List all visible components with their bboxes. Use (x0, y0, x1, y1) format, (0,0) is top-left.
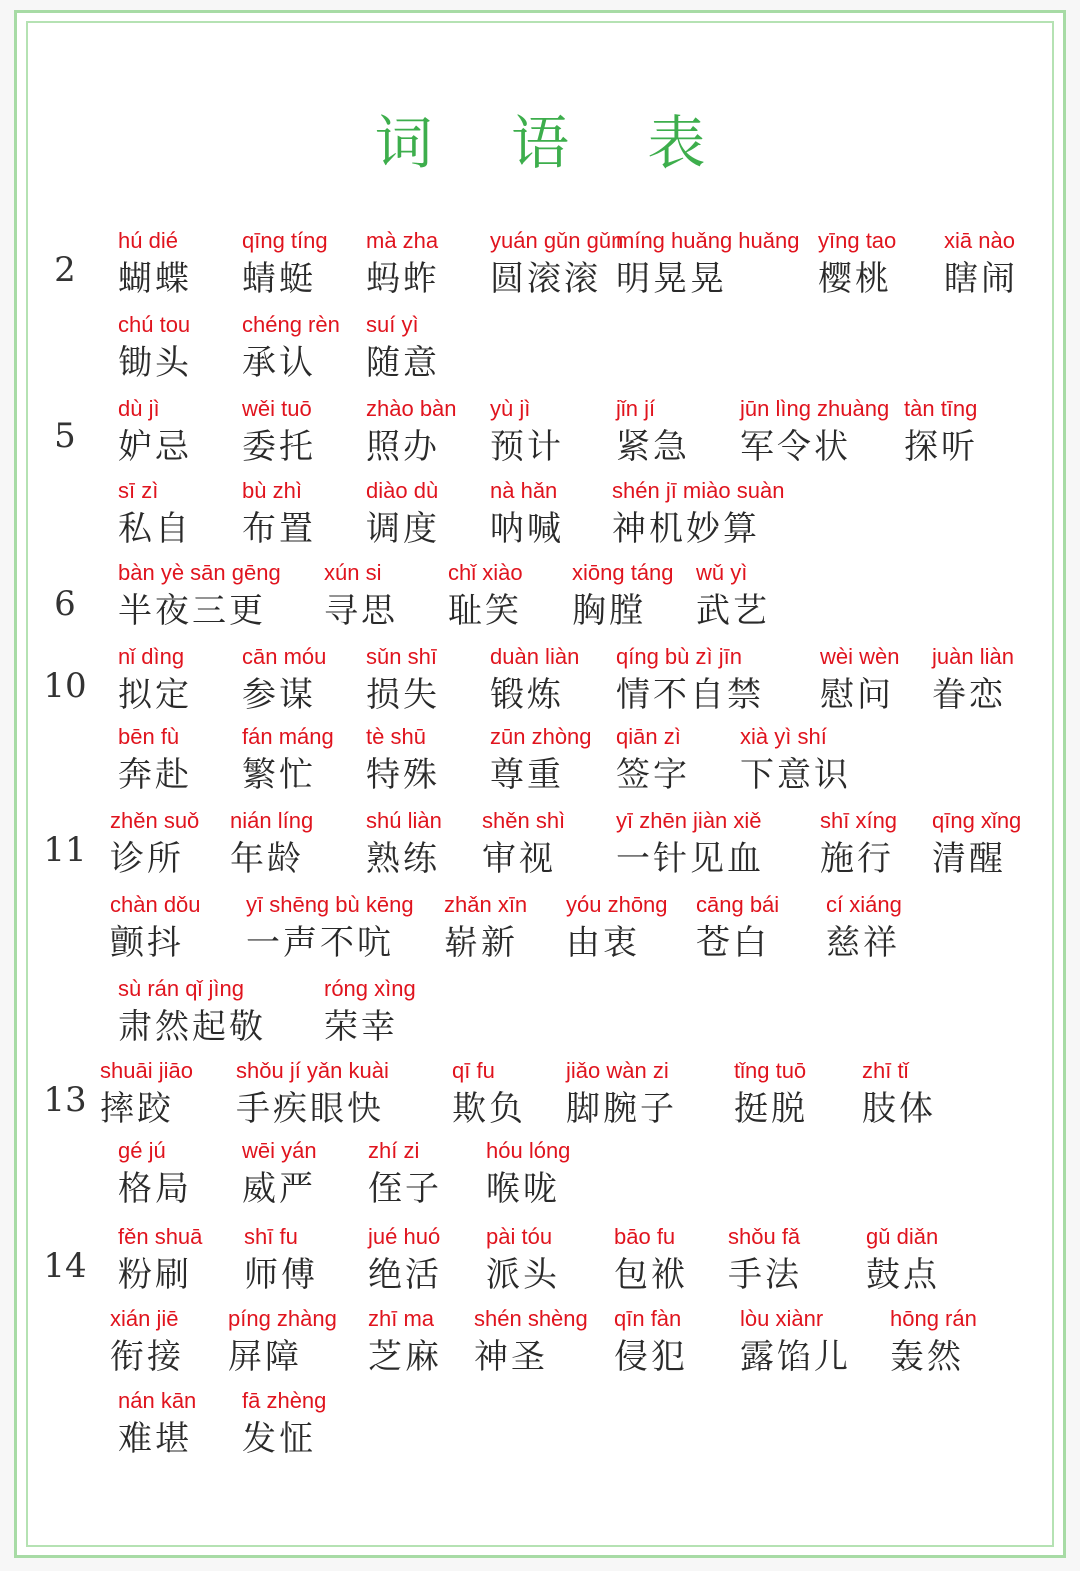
vocab-word (366, 806, 442, 882)
pinyin-label: lòu xiànr (740, 1306, 824, 1331)
hanzi-word: 侄子 (368, 1169, 442, 1209)
hanzi-word: 明晃晃 (616, 259, 727, 299)
hanzi-word: 私自 (118, 509, 192, 549)
pinyin-label: yóu zhōng (566, 892, 668, 917)
hanzi-word: 一针见血 (616, 839, 764, 879)
hanzi-word: 蚂蚱 (366, 259, 440, 299)
word-row (0, 722, 1080, 802)
hanzi-word: 熟练 (366, 839, 440, 879)
pinyin-label: xiōng táng (572, 560, 674, 585)
pinyin-label: tàn tīng (904, 396, 978, 421)
vocab-word (118, 722, 192, 798)
word-row (0, 1386, 1080, 1466)
hanzi-word: 损失 (366, 675, 440, 715)
vocab-word (490, 722, 592, 798)
pinyin-label: gé jú (118, 1138, 166, 1163)
pinyin-label: tǐng tuō (734, 1058, 807, 1083)
pinyin-label: xià yì shí (740, 724, 827, 749)
pinyin-label: zhī ma (368, 1306, 435, 1331)
vocab-word (614, 1222, 688, 1298)
pinyin-label: chàn dǒu (110, 892, 201, 917)
vocab-word (572, 558, 674, 634)
vocab-word (242, 476, 316, 552)
vocab-word (118, 476, 192, 552)
hanzi-word: 半夜三更 (118, 591, 266, 631)
vocab-word (826, 890, 902, 966)
vocab-word (696, 890, 779, 966)
vocab-word (242, 1136, 317, 1212)
hanzi-word: 威严 (242, 1169, 316, 1209)
hanzi-word: 蝴蝶 (118, 259, 192, 299)
vocab-word (118, 310, 192, 386)
vocab-word (242, 722, 334, 798)
hanzi-word: 瞎闹 (944, 259, 1018, 299)
vocab-word (244, 1222, 318, 1298)
vocab-word (118, 974, 266, 1050)
word-row (0, 226, 1080, 306)
vocab-word (366, 476, 440, 552)
pinyin-label: cí xiáng (826, 892, 902, 917)
vocab-word (366, 394, 457, 470)
hanzi-word: 寻思 (324, 591, 398, 631)
hanzi-word: 欺负 (452, 1089, 526, 1129)
pinyin-label: wèi wèn (820, 644, 900, 669)
vocab-word (490, 642, 579, 718)
hanzi-word: 参谋 (242, 675, 316, 715)
pinyin-label: jūn lìng zhuàng (740, 396, 890, 421)
pinyin-label: shǒu jí yǎn kuài (236, 1058, 389, 1083)
hanzi-word: 手疾眼快 (236, 1089, 384, 1129)
pinyin-label: zhí zi (368, 1138, 420, 1163)
pinyin-label: píng zhàng (228, 1306, 337, 1331)
pinyin-label: hóu lóng (486, 1138, 571, 1163)
hanzi-word: 委托 (242, 427, 316, 467)
vocab-word (932, 806, 1021, 882)
vocab-word (368, 1136, 442, 1212)
word-row (0, 1222, 1080, 1302)
pinyin-label: shén jī miào suàn (612, 478, 785, 503)
vocab-word (118, 1386, 196, 1462)
hanzi-word: 武艺 (696, 591, 770, 631)
hanzi-word: 包袱 (614, 1255, 688, 1295)
word-row (0, 1136, 1080, 1216)
pinyin-label: hōng rán (890, 1306, 977, 1331)
vocab-word (890, 1304, 977, 1380)
pinyin-label: zūn zhòng (490, 724, 592, 749)
vocab-word (862, 1056, 936, 1132)
vocab-word (118, 1222, 202, 1298)
pinyin-label: suí yì (366, 312, 419, 337)
pinyin-label: diào dù (366, 478, 439, 503)
hanzi-word: 荣幸 (324, 1007, 398, 1047)
hanzi-word: 锻炼 (490, 675, 564, 715)
hanzi-word: 芝麻 (368, 1337, 442, 1377)
hanzi-word: 眷恋 (932, 675, 1006, 715)
vocab-word (728, 1222, 802, 1298)
pinyin-label: bēn fù (118, 724, 180, 749)
lesson-number: 5 (54, 416, 76, 456)
hanzi-word: 崭新 (444, 923, 518, 963)
pinyin-label: róng xìng (324, 976, 416, 1001)
vocab-word (866, 1222, 940, 1298)
hanzi-word: 随意 (366, 343, 440, 383)
pinyin-label: shěn shì (482, 808, 566, 833)
word-row (0, 806, 1080, 886)
pinyin-label: jué huó (368, 1224, 441, 1249)
hanzi-word: 预计 (490, 427, 564, 467)
vocab-word (110, 806, 199, 882)
hanzi-word: 承认 (242, 343, 316, 383)
pinyin-label: chú tou (118, 312, 191, 337)
vocab-word (616, 722, 690, 798)
hanzi-word: 轰然 (890, 1337, 964, 1377)
pinyin-label: shén shèng (474, 1306, 588, 1331)
hanzi-word: 繁忙 (242, 755, 316, 795)
pinyin-label: chǐ xiào (448, 560, 523, 585)
hanzi-word: 派头 (486, 1255, 560, 1295)
hanzi-word: 圆滚滚 (490, 259, 601, 299)
hanzi-word: 紧急 (616, 427, 690, 467)
lesson-number: 2 (54, 250, 76, 290)
pinyin-label: zhào bàn (366, 396, 457, 421)
pinyin-label: pài tóu (486, 1224, 553, 1249)
vocab-word (474, 1304, 588, 1380)
vocab-word (110, 890, 201, 966)
hanzi-word: 呐喊 (490, 509, 564, 549)
lesson-number: 13 (43, 1080, 87, 1120)
vocab-word (820, 806, 897, 882)
pinyin-label: qī fu (452, 1058, 495, 1083)
pinyin-label: gǔ diǎn (866, 1224, 939, 1249)
pinyin-label: hú dié (118, 228, 178, 253)
vocab-word (448, 558, 523, 634)
pinyin-label: shī xíng (820, 808, 898, 833)
hanzi-word: 奔赴 (118, 755, 192, 795)
hanzi-word: 屏障 (228, 1337, 302, 1377)
pinyin-label: bù zhì (242, 478, 302, 503)
vocab-word (118, 394, 192, 470)
pinyin-label: qīng xǐng (932, 808, 1022, 833)
word-row (0, 890, 1080, 970)
vocab-word (242, 394, 316, 470)
pinyin-label: fěn shuā (118, 1224, 203, 1249)
hanzi-word: 布置 (242, 509, 316, 549)
pinyin-label: yī zhēn jiàn xiě (616, 808, 762, 833)
hanzi-word: 粉刷 (118, 1255, 192, 1295)
word-row (0, 974, 1080, 1054)
pinyin-label: nǐ dìng (118, 644, 185, 669)
vocab-word (324, 974, 416, 1050)
vocab-word (366, 722, 440, 798)
pinyin-label: zhěn suǒ (110, 808, 200, 833)
hanzi-word: 由衷 (566, 923, 640, 963)
pinyin-label: cāng bái (696, 892, 780, 917)
hanzi-word: 绝活 (368, 1255, 442, 1295)
vocab-word (490, 476, 564, 552)
hanzi-word: 脚腕子 (566, 1089, 677, 1129)
hanzi-word: 露馅儿 (740, 1337, 851, 1377)
vocab-word (118, 558, 281, 634)
vocab-word (118, 642, 192, 718)
vocab-word (696, 558, 770, 634)
pinyin-label: nà hǎn (490, 478, 558, 503)
hanzi-word: 喉咙 (486, 1169, 560, 1209)
pinyin-label: bāo fu (614, 1224, 676, 1249)
hanzi-word: 尊重 (490, 755, 564, 795)
hanzi-word: 发怔 (242, 1419, 316, 1459)
page-title: 词 语 表 (374, 109, 736, 177)
vocab-word (616, 642, 764, 718)
hanzi-word: 签字 (616, 755, 690, 795)
pinyin-label: tè shū (366, 724, 426, 749)
pinyin-label: chéng rèn (242, 312, 340, 337)
vocab-word (236, 1056, 389, 1132)
pinyin-label: míng huǎng huǎng (616, 228, 800, 253)
vocab-word (612, 476, 784, 552)
vocab-word (368, 1304, 442, 1380)
hanzi-word: 下意识 (740, 755, 851, 795)
pinyin-label: fán máng (242, 724, 334, 749)
hanzi-word: 衔接 (110, 1337, 184, 1377)
vocab-word (740, 1304, 851, 1380)
hanzi-word: 诊所 (110, 839, 184, 879)
pinyin-label: zhī tǐ (862, 1058, 909, 1083)
vocab-word (616, 806, 764, 882)
hanzi-word: 侵犯 (614, 1337, 688, 1377)
vocab-word (944, 226, 1018, 302)
pinyin-label: wēi yán (242, 1138, 317, 1163)
word-row (0, 394, 1080, 474)
hanzi-word: 锄头 (118, 343, 192, 383)
pinyin-label: qíng bù zì jīn (616, 644, 742, 669)
vocab-word (486, 1136, 570, 1212)
vocab-word (734, 1056, 808, 1132)
vocab-word (932, 642, 1014, 718)
pinyin-label: fā zhèng (242, 1388, 327, 1413)
hanzi-word: 蜻蜓 (242, 259, 316, 299)
pinyin-label: shǒu fǎ (728, 1224, 801, 1249)
vocab-word (242, 1386, 326, 1462)
pinyin-label: xián jiē (110, 1306, 179, 1331)
pinyin-label: yīng tao (818, 228, 897, 253)
vocab-word (904, 394, 978, 470)
hanzi-word: 手法 (728, 1255, 802, 1295)
vocab-word (482, 806, 565, 882)
hanzi-word: 神圣 (474, 1337, 548, 1377)
vocab-word (228, 1304, 337, 1380)
pinyin-label: juàn liàn (932, 644, 1014, 669)
pinyin-label: qīng tíng (242, 228, 328, 253)
hanzi-word: 慈祥 (826, 923, 900, 963)
vocab-word (490, 226, 623, 302)
pinyin-label: nán kān (118, 1388, 197, 1413)
vocab-word (242, 226, 328, 302)
pinyin-label: sǔn shī (366, 644, 437, 669)
pinyin-label: zhǎn xīn (444, 892, 528, 917)
lesson-number: 11 (43, 830, 87, 870)
pinyin-label: cān móu (242, 644, 327, 669)
pinyin-label: yù jì (490, 396, 531, 421)
hanzi-word: 格局 (118, 1169, 192, 1209)
vocab-word (242, 310, 340, 386)
vocab-word (118, 226, 192, 302)
hanzi-word: 摔跤 (100, 1089, 174, 1129)
hanzi-word: 肢体 (862, 1089, 936, 1129)
hanzi-word: 颤抖 (110, 923, 184, 963)
word-row (0, 642, 1080, 722)
pinyin-label: duàn liàn (490, 644, 580, 669)
pinyin-label: yī shēng bù kēng (246, 892, 414, 917)
hanzi-word: 探听 (904, 427, 978, 467)
word-row (0, 1056, 1080, 1136)
hanzi-word: 一声不吭 (246, 923, 394, 963)
vocab-word (366, 642, 440, 718)
vocab-word (820, 642, 899, 718)
pinyin-label: jiǎo wàn zi (566, 1058, 669, 1083)
hanzi-word: 师傅 (244, 1255, 318, 1295)
pinyin-label: sī zì (118, 478, 159, 503)
pinyin-label: wěi tuō (242, 396, 312, 421)
hanzi-word: 施行 (820, 839, 894, 879)
pinyin-label: jǐn jí (616, 396, 656, 421)
pinyin-label: dù jì (118, 396, 160, 421)
hanzi-word: 难堪 (118, 1419, 192, 1459)
vocab-word (616, 394, 690, 470)
hanzi-word: 调度 (366, 509, 440, 549)
vocab-word (324, 558, 398, 634)
hanzi-word: 特殊 (366, 755, 440, 795)
hanzi-word: 拟定 (118, 675, 192, 715)
vocab-word (614, 1304, 688, 1380)
pinyin-label: wǔ yì (696, 560, 748, 585)
vocab-word (616, 226, 800, 302)
hanzi-word: 军令状 (740, 427, 851, 467)
hanzi-word: 审视 (482, 839, 556, 879)
pinyin-label: shú liàn (366, 808, 442, 833)
vocab-word (452, 1056, 526, 1132)
vocab-word (368, 1222, 442, 1298)
pinyin-label: shī fu (244, 1224, 298, 1249)
hanzi-word: 樱桃 (818, 259, 892, 299)
hanzi-word: 鼓点 (866, 1255, 940, 1295)
hanzi-word: 耻笑 (448, 591, 522, 631)
hanzi-word: 慰问 (820, 675, 894, 715)
pinyin-label: yuán gǔn gǔn (490, 228, 624, 253)
hanzi-word: 肃然起敬 (118, 1007, 266, 1047)
vocab-word (490, 394, 564, 470)
pinyin-label: xiā nào (944, 228, 1015, 253)
hanzi-word: 胸膛 (572, 591, 646, 631)
vocab-word (366, 310, 440, 386)
vocab-word (818, 226, 896, 302)
lesson-number: 14 (43, 1246, 87, 1286)
vocab-word (118, 1136, 192, 1212)
pinyin-label: xún si (324, 560, 382, 585)
hanzi-word: 照办 (366, 427, 440, 467)
vocab-word (444, 890, 527, 966)
pinyin-label: bàn yè sān gēng (118, 560, 281, 585)
vocab-word (486, 1222, 560, 1298)
vocab-word (110, 1304, 184, 1380)
hanzi-word: 年龄 (230, 839, 304, 879)
pinyin-label: qiān zì (616, 724, 681, 749)
hanzi-word: 神机妙算 (612, 509, 760, 549)
pinyin-label: nián líng (230, 808, 314, 833)
lesson-number: 6 (54, 584, 76, 624)
vocab-word (740, 722, 851, 798)
word-row (0, 310, 1080, 390)
hanzi-word: 挺脱 (734, 1089, 808, 1129)
vocab-word (246, 890, 414, 966)
vocab-word (566, 1056, 677, 1132)
vocab-word (566, 890, 668, 966)
word-row (0, 558, 1080, 638)
hanzi-word: 情不自禁 (616, 675, 764, 715)
vocab-word (242, 642, 326, 718)
vocab-word (740, 394, 889, 470)
lesson-number: 10 (43, 666, 87, 706)
hanzi-word: 妒忌 (118, 427, 192, 467)
vocab-word (230, 806, 313, 882)
vocab-word (100, 1056, 193, 1132)
vocab-word (366, 226, 440, 302)
hanzi-word: 苍白 (696, 923, 770, 963)
word-row (0, 476, 1080, 556)
pinyin-label: shuāi jiāo (100, 1058, 193, 1083)
pinyin-label: mà zha (366, 228, 439, 253)
pinyin-label: sù rán qǐ jìng (118, 976, 244, 1001)
word-row (0, 1304, 1080, 1384)
pinyin-label: qīn fàn (614, 1306, 682, 1331)
hanzi-word: 清醒 (932, 839, 1006, 879)
